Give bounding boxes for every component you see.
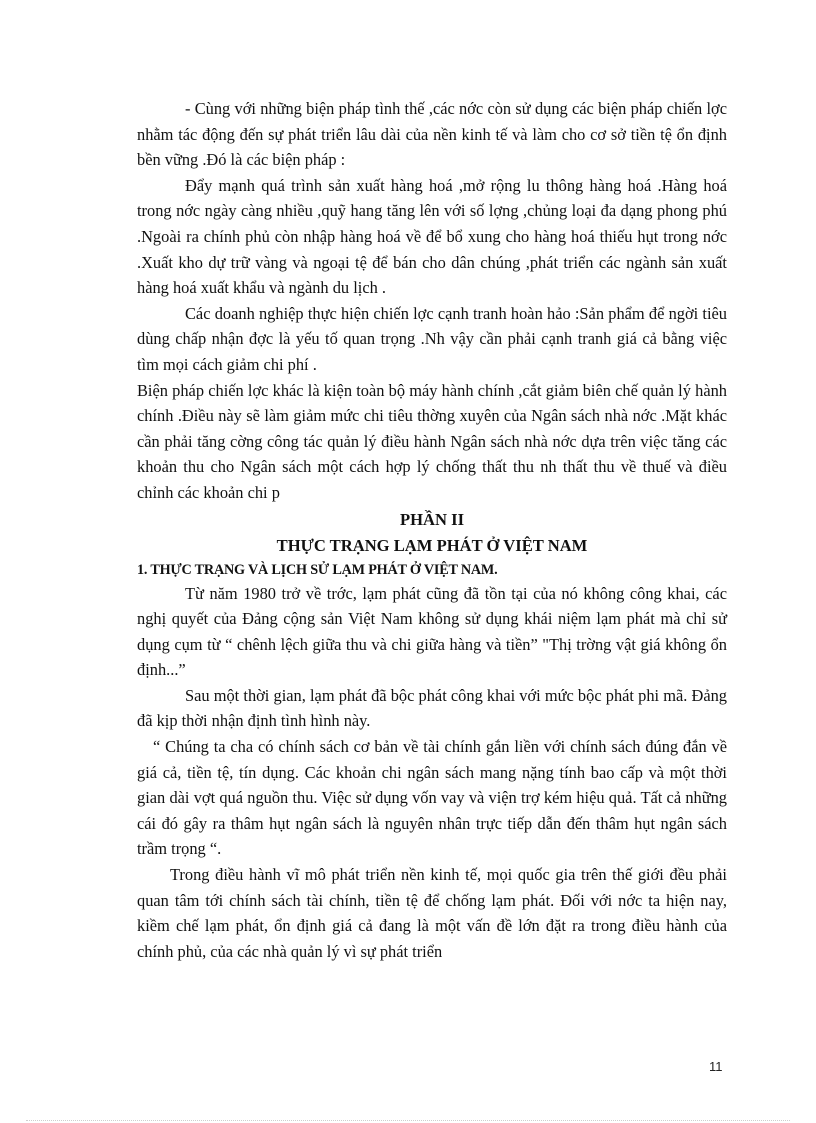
part-subheading: THỰC TRẠNG LẠM PHÁT Ở VIỆT NAM bbox=[276, 535, 588, 555]
paragraph-strategic-measures: - Cùng với những biện pháp tình thế ,các nớc còn sử dụng các biện pháp chiến lợc nhằm tác động đến sự phát triển lâu dài của nền kinh tế và làm cho cơ sở tiền tệ ổn định bền vững .Đó là các biện pháp : bbox=[137, 99, 727, 170]
footer-divider bbox=[26, 1120, 790, 1121]
paragraph-enterprise-competition: Các doanh nghiệp thực hiện chiến lợc cạnh tranh hoàn hảo :Sản phẩm để ngời tiêu dùng chấp nhận đợc là yếu tố quan trọng .Nh vậy cần phải cạnh tranh giá cả bằng việc tìm mọi cách giảm chi phí . bbox=[137, 303, 727, 374]
paragraph-open-inflation: Sau một thời gian, lạm phát đã bộc phát công khai với mức bộc phát phi mã. Đảng đã kịp thời nhận định tình hình này. bbox=[137, 685, 727, 731]
paragraph-macro-management: Trong điều hành vĩ mô phát triển nền kinh tế, mọi quốc gia trên thế giới đều phải quan tâm tới chính sách tài chính, tiền tệ để chống lạm phát. Đối với nớc ta hiện nay, kiềm chế lạm phát, ổn định giá cả đang là một vấn đề lớn đặt ra trong điều hành của chính phủ, của các nhà quản lý vì sự phát triển bbox=[137, 865, 727, 961]
paragraph-goods-production: Đẩy mạnh quá trình sản xuất hàng hoá ,mở rộng lu thông hàng hoá .Hàng hoá trong nớc ngày càng nhiều ,quỹ hang tăng lên với số lợng ,chủng loại đa dạng phong phú .Ngoài ra chính phủ còn nhập hàng hoá về để bổ xung cho hàng hoá thiếu hụt trong nớc .Xuất kho dự trữ vàng và ngoại tệ để bán cho dân chúng ,phát triển các ngành sản xuất hàng hoá xuất khẩu và ngành du lịch . bbox=[137, 175, 727, 298]
section-title: 1. THỰC TRẠNG VÀ LỊCH SỬ LẠM PHÁT Ở VIỆT NAM. bbox=[137, 561, 498, 578]
paragraph-history: Từ năm 1980 trở về trớc, lạm phát cũng đã tồn tại của nó không công khai, các nghị quyết của Đảng cộng sản Việt Nam không sử dụng khái niệm lạm phát mà chỉ sử dụng cụm từ “ chênh lệch giữa thu và chi giữa hàng và tiền” "Thị trờng vật giá không ổn định...” bbox=[137, 583, 727, 680]
body-text bbox=[137, 96, 727, 964]
part-heading: PHẦN II bbox=[399, 509, 465, 529]
paragraph-quote: “ Chúng ta cha có chính sách cơ bản về tài chính gắn liền với chính sách đúng đắn về giá cả, tiền tệ, tín dụng. Các khoản chi ngân sách mang nặng tính bao cấp và một thời gian dài vợt quá nguồn thu. Việc sử dụng vốn vay và viện trợ kém hiệu quả. Tất cả những cái đó gây ra thâm hụt ngân sách là nguyên nhân trực tiếp dẫn đến thâm hụt ngân sách trầm trọng “. bbox=[137, 737, 727, 859]
page-number: 11 bbox=[709, 1059, 723, 1074]
paragraph-administrative-reform: Biện pháp chiến lợc khác là kiện toàn bộ máy hành chính ,cắt giảm biên chế quản lý hành chính .Điều này sẽ làm giảm mức chi tiêu thờng xuyên của Ngân sách nhà nớc .Mặt khác cần phải tăng cờng công tác quản lý điều hành Ngân sách nhà nớc dựa trên việc tăng các khoản thu cho Ngân sách một cách hợp lý chống thất thu nh thất thu về thuế và điều chỉnh các khoản chi p bbox=[137, 380, 727, 502]
